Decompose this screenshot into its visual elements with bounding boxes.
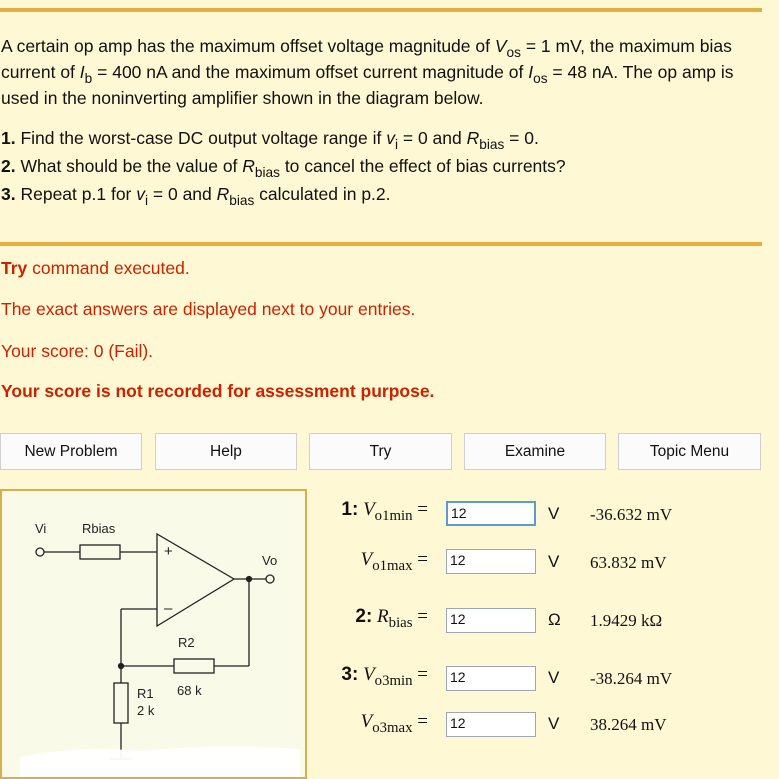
vo1min-unit: V (548, 504, 560, 523)
vo-label: Vo (262, 553, 278, 568)
vo-terminal (266, 575, 274, 583)
vo1min-exact: -36.632 mV (590, 505, 673, 524)
r1-resistor (114, 683, 128, 723)
answer-5-label: $V_{o3max}$ = (360, 711, 428, 737)
r2-resistor (174, 659, 214, 673)
plus-sign: + (164, 543, 173, 560)
rbias-exact: 1.9429 kΩ (590, 611, 663, 630)
problem-statement (1, 33, 761, 208)
top-divider (0, 8, 762, 12)
vo3min-input[interactable]: 12 (446, 666, 536, 691)
rbias-unit: Ω (548, 610, 561, 629)
answer-3-label: 2: $R_{bias}$ = (355, 606, 428, 632)
question-list (1, 124, 761, 208)
middle-divider (0, 242, 762, 246)
not-recorded-message: Your score is not recorded for assessment purpose. (1, 381, 435, 401)
vo3max-unit: V (548, 714, 560, 733)
rbias-resistor (80, 545, 120, 559)
vi-label: Vi (35, 521, 47, 536)
vo3min-unit: V (548, 668, 560, 687)
r2-value: 68 k (177, 683, 202, 698)
vo1max-unit: V (548, 552, 560, 571)
problem-intro: A certain op amp has the maximum offset voltage magnitude of $V_{os} = 1$ mV, the maximum bias current of $I_b = 400$ nA and the maximum offset current magnitude of $I_{os} = 48$ nA. The op amp is used in the noninverting amplifier shown in the diagram below. (1, 36, 734, 108)
rbias-label: Rbias (82, 521, 116, 536)
new-problem-button[interactable]: New Problem (0, 433, 142, 470)
vo1min-input[interactable]: 12 (446, 501, 536, 526)
vo3max-exact: 38.264 mV (590, 715, 667, 734)
white-glare-shape (20, 737, 300, 777)
r1-value: 2 k (137, 703, 155, 718)
answer-2-label: $V_{o1max}$ = (360, 549, 428, 575)
question-2: 2. What should be the value of $R_{bias}$ to cancel the effect of bias currents? (1, 156, 566, 180)
vo3max-input[interactable]: 12 (446, 712, 536, 737)
examine-button[interactable]: Examine (464, 433, 606, 470)
r1-label: R1 (137, 686, 154, 701)
question-1: 1. Find the worst-case DC output voltage range if $v_i = 0$ and $R_{bias} = 0$. (1, 128, 539, 152)
vo1max-exact: 63.832 mV (590, 553, 667, 572)
score-message: Your score: 0 (Fail). (1, 341, 154, 361)
circuit-diagram (0, 489, 307, 779)
exact-answers-message: The exact answers are displayed next to your entries. (1, 299, 416, 319)
minus-sign: – (164, 600, 173, 617)
answer-1-label: 1: $V_{o1min}$ = (341, 499, 428, 525)
vo1max-input[interactable]: 12 (446, 549, 536, 574)
try-button[interactable]: Try (309, 433, 452, 470)
try-executed-message: Try command executed. (1, 258, 190, 278)
vo3min-exact: -38.264 mV (590, 669, 673, 688)
help-button[interactable]: Help (155, 433, 297, 470)
answer-4-label: 3: $V_{o3min}$ = (341, 664, 428, 690)
question-3: 3. Repeat p.1 for $v_i = 0$ and $R_{bias}$ calculated in p.2. (1, 184, 391, 208)
rbias-input[interactable]: 12 (446, 608, 536, 633)
topic-menu-button[interactable]: Topic Menu (618, 433, 761, 470)
r2-label: R2 (178, 635, 195, 650)
vi-terminal (36, 548, 44, 556)
